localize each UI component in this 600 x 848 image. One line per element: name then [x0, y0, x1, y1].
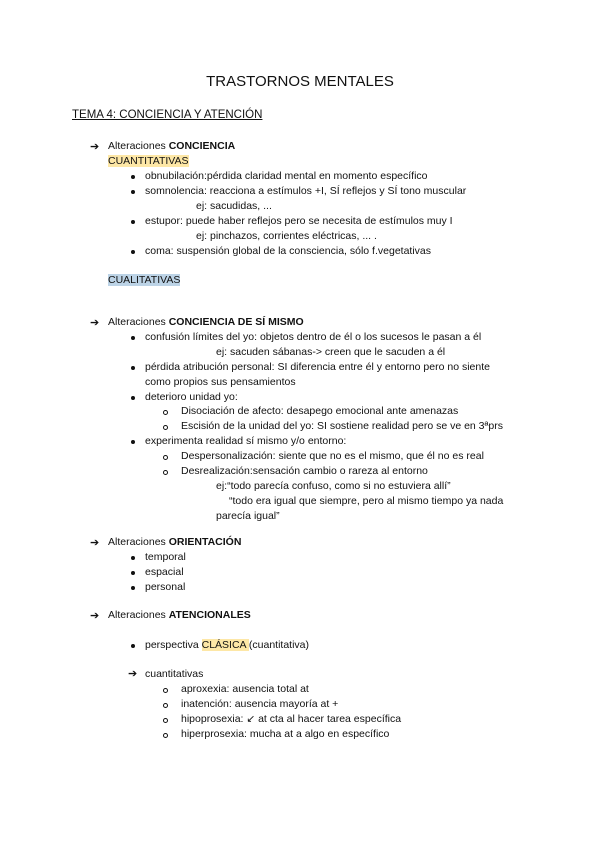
- bullet-dot-icon: [131, 586, 135, 590]
- section-heading-si-mismo: [108, 315, 304, 330]
- bullet-circle-icon: [163, 718, 168, 723]
- perspective-suffix: (cuantitativa): [248, 639, 310, 651]
- sub-list-item: Disociación de afecto: desapego emocional ante amenazas: [181, 405, 459, 417]
- example-line: ej:“todo parecía confuso, como si no estuviera allí”: [216, 480, 451, 492]
- example-line: “todo era igual que siempre, pero al mismo tiempo ya nada: [229, 495, 504, 507]
- heading-prefix: Alteraciones: [108, 140, 169, 152]
- arrow-icon: ➔: [90, 317, 100, 329]
- bullet-dot-icon: [131, 190, 135, 194]
- highlight-cuantitativas: CUANTITATIVAS: [108, 155, 189, 167]
- list-item: experimenta realidad sí mismo y/o entorno:: [145, 435, 347, 447]
- bullet-circle-icon: [163, 410, 168, 415]
- bullet-circle-icon: [163, 470, 168, 475]
- sub-list-item: Despersonalización: siente que no es el mismo, que él no es real: [181, 450, 484, 462]
- bullet-circle-icon: [163, 455, 168, 460]
- bullet-dot-icon: [131, 556, 135, 560]
- sub-list-item: Escisión de la unidad del yo: SI sostiene realidad pero se ve en 3ªprs: [181, 420, 503, 432]
- label-cualitativas: [108, 273, 180, 288]
- heading-bold: CONCIENCIA: [168, 140, 236, 152]
- list-item: estupor: puede haber reflejos pero se necesita de estímulos muy I: [145, 215, 453, 227]
- arrow-icon: ➔: [90, 610, 100, 622]
- list-item-continuation: como propios sus pensamientos: [145, 376, 296, 388]
- bullet-dot-icon: [131, 644, 135, 648]
- example-line: parecía igual”: [216, 510, 280, 522]
- document-title: TRASTORNOS MENTALES: [206, 73, 394, 90]
- arrow-icon: ➔: [90, 141, 100, 153]
- section-heading-conciencia: [108, 139, 235, 154]
- heading-bold: CONCIENCIA DE SÍ MISMO: [168, 316, 304, 328]
- list-item: [145, 638, 309, 653]
- example-line: ej: pinchazos, corrientes eléctricas, ... .: [196, 230, 377, 242]
- heading-prefix: Alteraciones: [108, 536, 169, 548]
- sub-list-item: Desrealización:sensación cambio o rareza al entorno: [181, 465, 428, 477]
- list-item: deterioro unidad yo:: [145, 391, 238, 403]
- heading-prefix: Alteraciones: [108, 316, 169, 328]
- perspective-prefix: perspectiva: [145, 639, 202, 651]
- example-line: ej: sacudidas, ...: [196, 200, 272, 212]
- highlight-clasica: CLÁSICA: [201, 639, 249, 651]
- heading-bold: ORIENTACIÓN: [168, 536, 242, 548]
- highlight-cualitativas: CUALITATIVAS: [108, 274, 181, 286]
- bullet-circle-icon: [163, 425, 168, 430]
- list-item: temporal: [145, 551, 186, 563]
- example-line: ej: sacuden sábanas-> creen que le sacuden a él: [216, 346, 446, 358]
- bullet-circle-icon: [163, 703, 168, 708]
- list-item: somnolencia: reacciona a estímulos +I, SÍ reflejos y SÍ tono muscular: [145, 185, 467, 197]
- list-item: espacial: [145, 566, 184, 578]
- arrow-icon: ➔: [128, 668, 138, 680]
- list-item: coma: suspensión global de la consciencia, sólo f.vegetativas: [145, 245, 432, 257]
- bullet-dot-icon: [131, 366, 135, 370]
- bullet-dot-icon: [131, 250, 135, 254]
- sub-heading-cuantitativas: cuantitativas: [145, 668, 204, 680]
- sub-list-item: hipoprosexia: ↙ at cta al hacer tarea específica: [181, 713, 402, 725]
- heading-bold: ATENCIONALES: [168, 609, 251, 621]
- arrow-icon: ➔: [90, 537, 100, 549]
- list-item: confusión límites del yo: objetos dentro de él o los sucesos le pasan a él: [145, 331, 482, 343]
- section-heading-atencionales: [108, 608, 251, 623]
- bullet-dot-icon: [131, 220, 135, 224]
- bullet-dot-icon: [131, 571, 135, 575]
- label-cuantitativas: [108, 154, 189, 169]
- bullet-dot-icon: [131, 396, 135, 400]
- bullet-dot-icon: [131, 175, 135, 179]
- bullet-dot-icon: [131, 440, 135, 444]
- list-item: obnubilación:pérdida claridad mental en momento específico: [145, 170, 428, 182]
- bullet-circle-icon: [163, 688, 168, 693]
- sub-list-item: inatención: ausencia mayoría at +: [181, 698, 339, 710]
- list-item: personal: [145, 581, 186, 593]
- bullet-circle-icon: [163, 733, 168, 738]
- list-item: pérdida atribución personal: SI diferencia entre él y entorno pero no siente: [145, 361, 490, 373]
- sub-list-item: hiperprosexia: mucha at a algo en específico: [181, 728, 390, 740]
- heading-prefix: Alteraciones: [108, 609, 169, 621]
- bullet-dot-icon: [131, 336, 135, 340]
- topic-heading: TEMA 4: CONCIENCIA Y ATENCIÓN: [72, 109, 263, 121]
- sub-list-item: aproxexia: ausencia total at: [181, 683, 309, 695]
- section-heading-orientacion: [108, 535, 241, 550]
